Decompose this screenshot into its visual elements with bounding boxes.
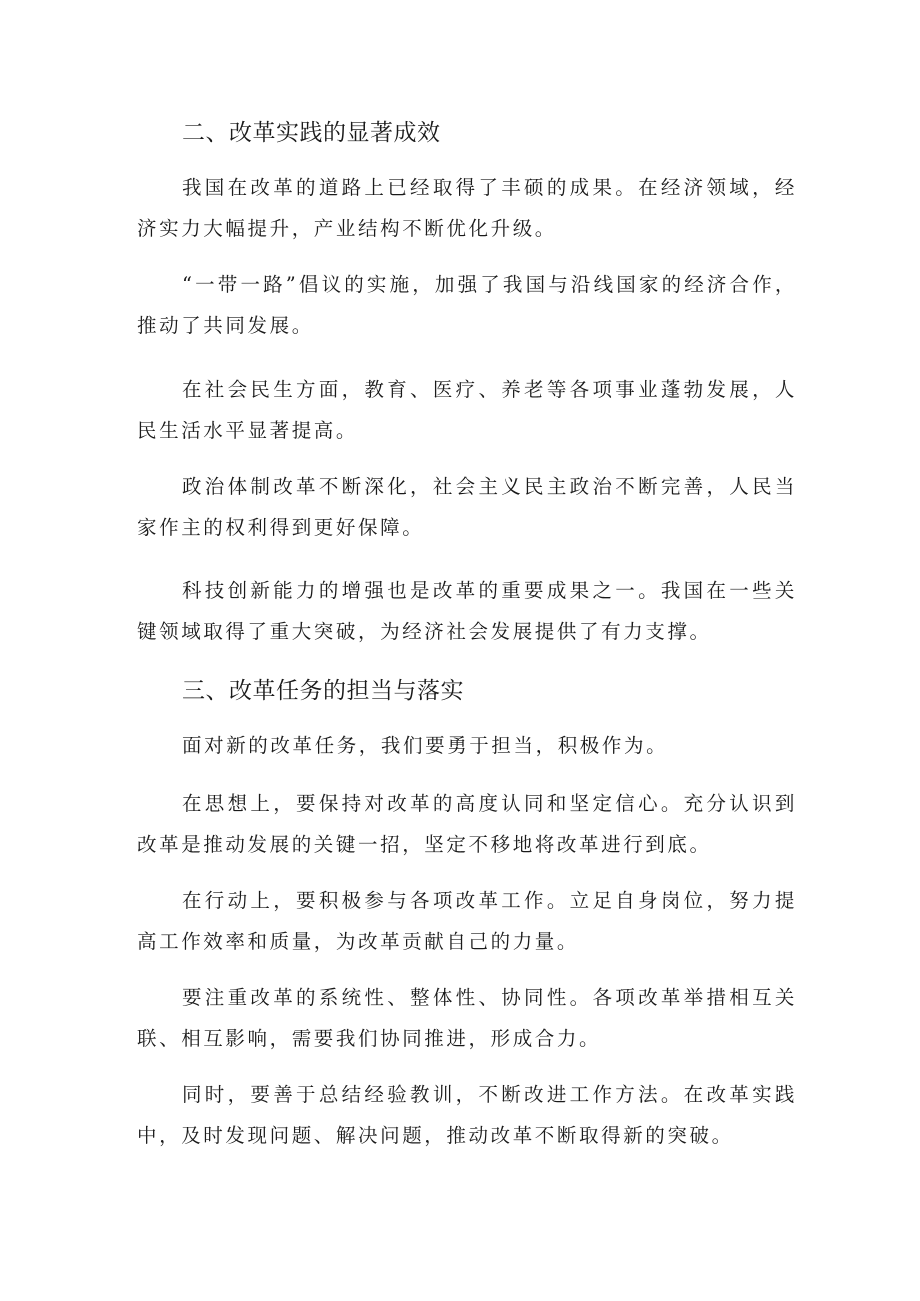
- paragraph: 面对新的改革任务，我们要勇于担当，积极作为。: [182, 734, 669, 757]
- section-heading: 二、改革实践的显著成效: [182, 120, 441, 146]
- paragraph: 要注重改革的系统性、整体性、协同性。各项改革举措相互关联、相互影响，需要我们协同推进，形成合力。: [137, 986, 797, 1050]
- paragraph: 在思想上，要保持对改革的高度认同和坚定信心。充分认识到改革是推动发展的关键一招，坚定不移地将改革进行到底。: [137, 792, 797, 856]
- paragraph: 在行动上，要积极参与各项改革工作。立足自身岗位，努力提高工作效率和质量，为改革贡献自己的力量。: [137, 889, 797, 953]
- paragraph: 同时，要善于总结经验教训，不断改进工作方法。在改革实践中，及时发现问题、解决问题，推动改革不断取得新的突破。: [137, 1083, 797, 1147]
- paragraph: 在社会民生方面，教育、医疗、养老等各项事业蓬勃发展，人民生活水平显著提高。: [137, 378, 797, 442]
- paragraph: “一带一路”倡议的实施，加强了我国与沿线国家的经济合作，推动了共同发展。: [137, 273, 797, 337]
- paragraph: 我国在改革的道路上已经取得了丰硕的成果。在经济领域，经济实力大幅提升，产业结构不断优化升级。: [137, 176, 797, 240]
- section-heading: 三、改革任务的担当与落实: [182, 678, 464, 704]
- paragraph: 政治体制改革不断深化，社会主义民主政治不断完善，人民当家作主的权利得到更好保障。: [137, 475, 797, 539]
- paragraph: 科技创新能力的增强也是改革的重要成果之一。我国在一些关键领域取得了重大突破，为经济社会发展提供了有力支撑。: [137, 579, 797, 643]
